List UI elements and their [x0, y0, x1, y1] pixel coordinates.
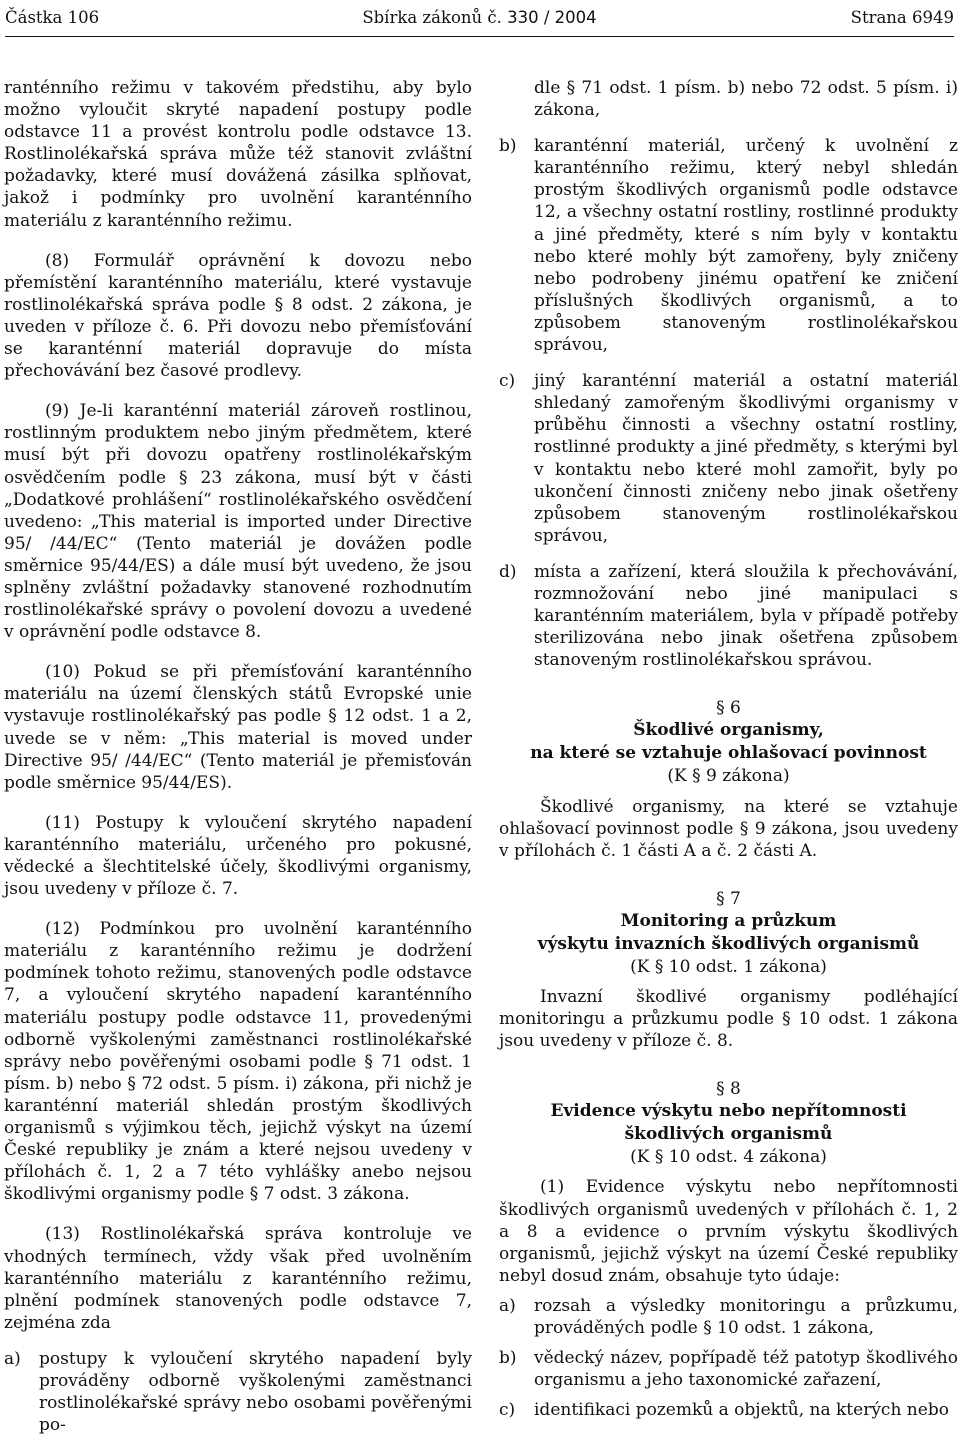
section-7-title: Monitoring a průzkum [620, 910, 837, 931]
section-6-number: § 6 [716, 698, 741, 719]
list-item-label: a) [4, 1348, 21, 1369]
list-item-text: vědecký název, popřípadě též patotyp škodlivého organismu a jeho taxonomické zařazení, [534, 1348, 958, 1391]
list-item-text: postupy k vyloučení skrytého napadení byly prováděny odborně vyškolenými zaměstnanci rostlinolékařské správy nebo osobami pověřenými po- [39, 1348, 472, 1436]
collection-title [362, 8, 596, 27]
section-8-item-b [499, 1347, 958, 1391]
list-item-text: jiný karanténní materiál a ostatní materiál shledaný zamořeným škodlivými organismy v průběhu činnosti a všechny ostatní rostliny, rostlinné produkty a jiné předměty, s kterými byl v kontaktu nebo které mohl zamořit, byly po ukončení činnosti zničeny nebo jinak ošetřeny způsobem stanoveným rostlinolékařskou správou, [534, 371, 958, 546]
right-column [499, 77, 958, 1421]
section-6-subtitle: na které se vztahuje ohlašovací povinnost [530, 743, 927, 764]
collection-prefix: Sbírka zákonů č. [362, 7, 502, 27]
list-item-a [4, 1348, 472, 1436]
list-item-label: b) [499, 1348, 517, 1369]
section-8-subtitle: škodlivých organismů [624, 1124, 833, 1145]
list-item-label: a) [499, 1295, 516, 1316]
left-column [4, 77, 472, 1436]
paragraph-8: (8) Formulář oprávnění k dovozu nebo přemístění karanténního materiálu, které vystavuje rostlinolékařská správa podle § 8 odst. 2 zákona, je uveden v příloze č. 6. Při dovozu nebo přemísťování se karanténní materiál dopravuje do místa přechovávání bez časové prodlevy. [4, 250, 472, 382]
list-item-label: c) [499, 371, 516, 392]
paragraph-12: (12) Podmínkou pro uvolnění karanténního materiálu z karanténního režimu je dodržení podmínek tohoto režimu, stanovených podle odstavce 7, a vyloučení skrytého napadení karanténního materiálu postupy podle odstavce 11, provedenými odborně vyškolenými zaměstnanci rostlinolékařské správy nebo pověřenými osobami podle § 71 odst. 1 písm. b) nebo § 72 odst. 5 písm. i) zákona, při nichž je karanténní materiál shledán prostým škodlivých organismů s výjimkou těch, jejichž výskyt na území České republiky je znám a které nejsou uvedeny v přílohách č. 1, 2 a 7 této vyhlášky anebo nejsou škodlivými organismy podle § 7 odst. 3 zákona. [4, 919, 472, 1205]
section-6-text: Škodlivé organismy, na které se vztahuje ohlašovací povinnost podle § 9 zákona, jsou uvedeny v přílohách č. 1 části A a č. 2 části A. [499, 796, 958, 861]
header-rule [5, 36, 954, 37]
section-8-item-a [499, 1295, 958, 1339]
section-7-text: Invazní škodlivé organismy podléhající monitoringu a průzkumu podle § 10 odst. 1 zákona jsou uvedeny v příloze č. 8. [499, 987, 958, 1052]
section-8-number: § 8 [716, 1079, 741, 1100]
list-item-text: karanténní materiál, určený k uvolnění z karanténního režimu, který nebyl shledán prostým škodlivých organismů podle odstavce 12, a všechny ostatní rostliny, rostlinné produkty a jiné předměty, které s ním byly v kontaktu nebo které mohly být zamořeny, byly zničeny nebo podrobeny jinému opatření ke zničení příslušných škodlivých organismů, a to způsobem stanoveným rostlinolékařskou správou, [534, 136, 958, 356]
paragraph-10: (10) Pokud se při přemísťování karanténního materiálu na území členských států Evropské unie vystavuje rostlinolékařský pas podle § 12 odst. 1 a 2, uvede se v něm: „This material is moved under Directive 95/ /44/EC“ (Tento materiál je přemisťován podle směrnice 95/44/ES). [4, 662, 472, 793]
list-item-a-continuation [499, 77, 958, 121]
page-header [5, 4, 954, 30]
paragraph-11: (11) Postupy k vyloučení skrytého napadení karanténního materiálu, určeného pro pokusné, vědecké a šlechtitelské účely, škodlivými organismy, jsou uvedeny v příloze č. 7. [4, 812, 472, 900]
list-item-text: dle § 71 odst. 1 písm. b) nebo 72 odst. 5 písm. i) zákona, [534, 78, 958, 121]
section-8-text: (1) Evidence výskytu nebo nepřítomnosti škodlivých organismů uvedených v přílohách č. 1, 2 a 8 a evidence o prvním výskytu škodlivých organismů, jejichž výskyt na území České republiky nebyl dosud znám, obsahuje tyto údaje: [499, 1177, 958, 1286]
section-7-number: § 7 [716, 888, 741, 909]
list-item-text: místa a zařízení, která sloužila k přechovávání, rozmnožování nebo jiné manipulaci s karanténním materiálem, byla v případě potřeby sterilizována nebo jinak ošetřena způsobem stanoveným rostlinolékařskou správou. [534, 561, 958, 671]
list-item-c [499, 370, 958, 547]
section-7-subtitle: výskytu invazních škodlivých organismů [537, 933, 920, 954]
section-6-reference: (K § 9 zákona) [667, 766, 790, 787]
law-number: 330 / 2004 [507, 7, 597, 27]
list-item-label: c) [499, 1400, 516, 1421]
section-8-reference: (K § 10 odst. 4 zákona) [630, 1147, 827, 1168]
paragraph-9: (9) Je-li karanténní materiál zároveň rostlinou, rostlinným produktem nebo jiným předmětem, které musí být při dovozu opatřeny rostlinolékařským osvědčením podle § 23 zákona, musí být v části „Dodatkové prohlášení“ rostlinolékařského osvědčení uvedeno: „This material is imported under Directive 95/ /44/EC“ (Tento materiál je dovážen podle směrnice 95/44/ES) a dále musí být uvedeno, že jsou splněny zvláštní požadavky stanovené rozhodnutím rostlinolékařské správy o povolení dovozu a uvedené v oprávnění podle odstavce 8. [4, 401, 472, 643]
section-8-item-c [499, 1399, 958, 1421]
list-item-label: b) [499, 136, 517, 157]
list-item-b [499, 135, 958, 356]
paragraph-13: (13) Rostlinolékařská správa kontroluje ve vhodných termínech, vždy však před uvolněním karanténního materiálu z karanténního režimu, plnění podmínek stanovených podle odstavce 7, zejména zda [4, 1224, 472, 1333]
paragraph-continuation: ranténního režimu v takovém předstihu, aby bylo možno vyloučit skryté napadení postupy podle odstavce 11 a provést kontrolu podle odstavce 13. Rostlinolékařská správa může též stanovit zvláštní požadavky, které musí dovážená zásilka splňovat, jakož i podmínky pro uvolnění karanténního materiálu z karanténního režimu. [4, 78, 472, 231]
page-number: Strana 6949 [850, 7, 954, 27]
list-item-d [499, 561, 958, 671]
section-7-reference: (K § 10 odst. 1 zákona) [630, 956, 827, 977]
section-6-title: Škodlivé organismy, [633, 720, 824, 741]
list-item-text: rozsah a výsledky monitoringu a průzkumu, prováděných podle § 10 odst. 1 zákona, [534, 1295, 958, 1339]
issue-number: Částka 106 [5, 7, 100, 27]
list-item-label: d) [499, 561, 517, 582]
list-item-text: identifikaci pozemků a objektů, na kterých nebo [534, 1400, 949, 1421]
section-8-title: Evidence výskytu nebo nepřítomnosti [550, 1101, 907, 1122]
